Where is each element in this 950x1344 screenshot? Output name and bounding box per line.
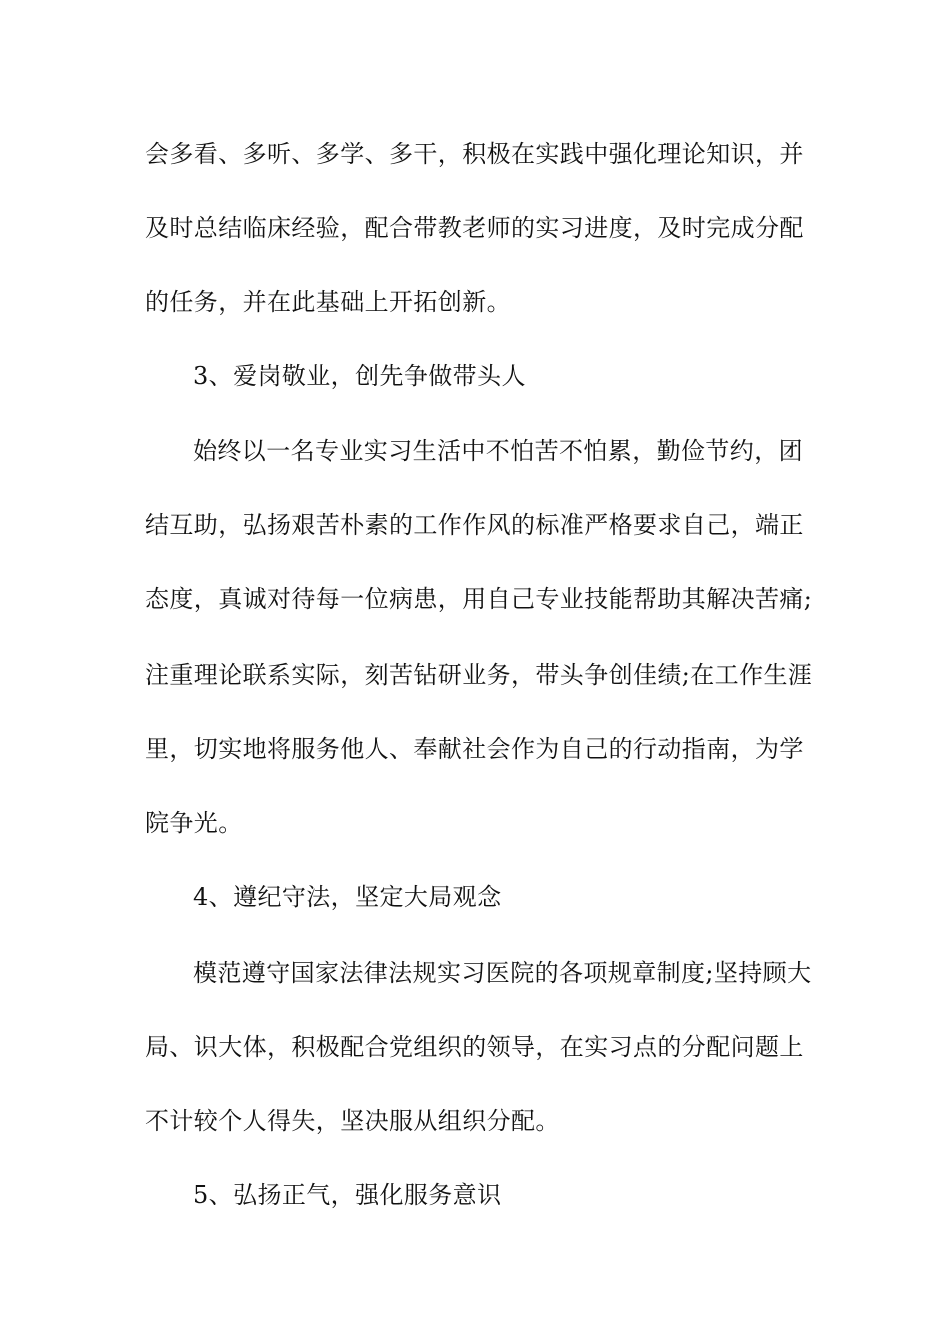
section-heading-5: 5、弘扬正气，强化服务意识 (193, 1181, 502, 1209)
text-line: 态度，真诚对待每一位病患，用自己专业技能帮助其解决苦痛; (145, 585, 813, 613)
text-line: 结互助，弘扬艰苦朴素的工作作风的标准严格要求自己，端正 (145, 511, 804, 539)
section-heading-4: 4、遵纪守法，坚定大局观念 (193, 883, 502, 911)
text-line: 局、识大体，积极配合党组织的领导，在实习点的分配问题上 (145, 1033, 804, 1061)
text-line: 院争光。 (145, 809, 243, 837)
section-heading-3: 3、爱岗敬业，创先争做带头人 (193, 362, 526, 390)
text-line: 注重理论联系实际，刻苦钻研业务，带头争创佳绩;在工作生涯 (145, 661, 813, 689)
text-line: 始终以一名专业实习生活中不怕苦不怕累，勤俭节约，团 (193, 437, 803, 465)
text-line: 会多看、多听、多学、多干，积极在实践中强化理论知识，并 (145, 140, 804, 168)
text-line: 模范遵守国家法律法规实习医院的各项规章制度;坚持顾大 (193, 959, 812, 987)
text-line: 不计较个人得失，坚决服从组织分配。 (145, 1107, 560, 1135)
text-line: 及时总结临床经验，配合带教老师的实习进度，及时完成分配 (145, 214, 804, 242)
text-line: 里，切实地将服务他人、奉献社会作为自己的行动指南，为学 (145, 735, 804, 763)
text-line: 的任务，并在此基础上开拓创新。 (145, 288, 511, 316)
